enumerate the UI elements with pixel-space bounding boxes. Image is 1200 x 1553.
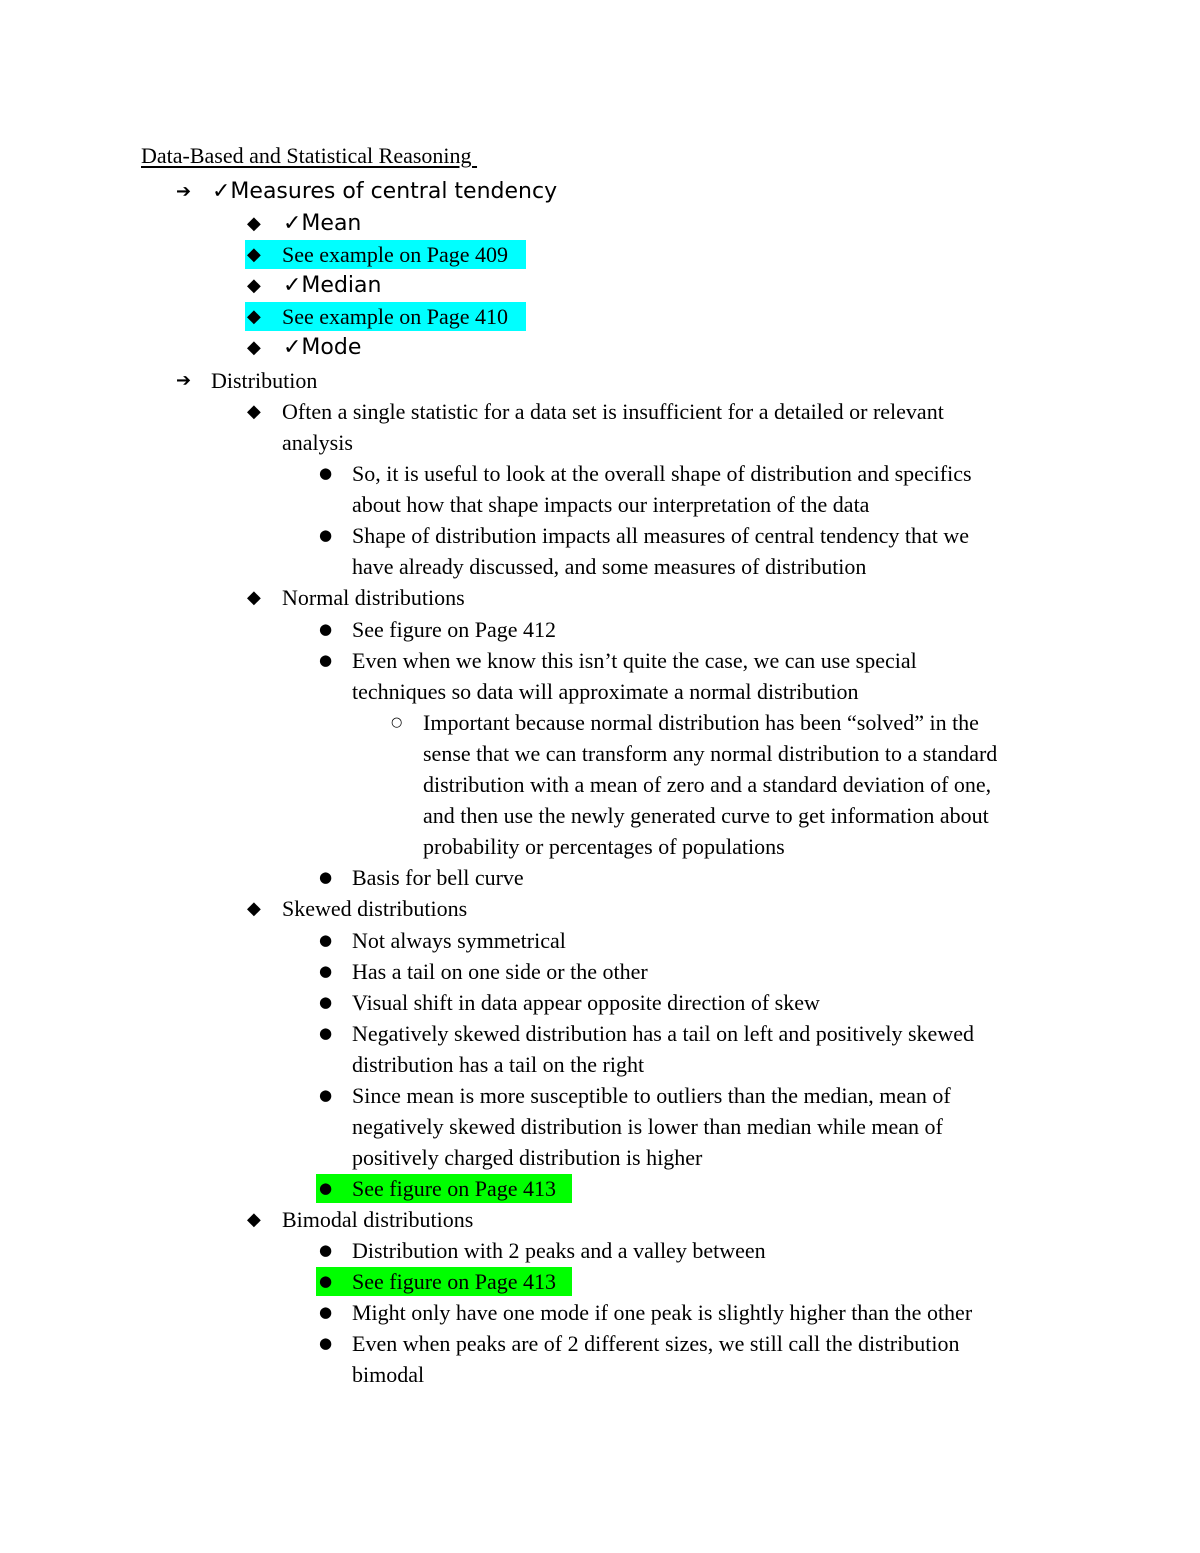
bimodal-item-3: Might only have one mode if one peak is slightly higher than the other — [352, 1300, 973, 1325]
dot-bullet-icon: ● — [319, 1024, 333, 1042]
diamond-bullet-icon: ◆ — [247, 898, 261, 919]
useful-line1: So, it is useful to look at the overall shape of distribution and specifics — [352, 461, 972, 486]
dot-bullet-icon: ● — [319, 1303, 333, 1321]
skewed-item-5-line2: negatively skewed distribution is lower than median while mean of — [352, 1114, 943, 1139]
dot-bullet-icon: ● — [319, 1334, 333, 1352]
bimodal-item-4-line1: Even when peaks are of 2 different sizes, we still call the distribution — [352, 1331, 960, 1356]
diamond-bullet-icon: ◆ — [247, 337, 261, 358]
important-line4: and then use the newly generated curve to get information about — [423, 803, 989, 828]
single-stat-line2: analysis — [282, 430, 353, 455]
skewed-item-4-line2: distribution has a tail on the right — [352, 1052, 645, 1077]
diamond-bullet-icon: ◆ — [247, 244, 261, 265]
skewed-item-2: Has a tail on one side or the other — [352, 959, 648, 984]
arrow-bullet-icon: ➔ — [176, 370, 192, 391]
important-line3: distribution with a mean of zero and a standard deviation of one, — [423, 772, 992, 797]
dot-bullet-icon: ● — [319, 993, 333, 1011]
dot-bullet-icon: ● — [319, 1179, 333, 1197]
diamond-bullet-icon: ◆ — [247, 1209, 261, 1230]
diamond-bullet-icon: ◆ — [247, 587, 261, 608]
central-tendency-heading: ✓Measures of central tendency — [212, 179, 558, 204]
median-example: See example on Page 410 — [282, 304, 509, 329]
skewed-item-5-line1: Since mean is more susceptible to outliers than the median, mean of — [352, 1083, 951, 1108]
bimodal-heading: Bimodal distributions — [282, 1207, 474, 1232]
median-item: ✓Median — [283, 273, 382, 298]
mode-item: ✓Mode — [283, 335, 362, 360]
skewed-item-4-line1: Negatively skewed distribution has a tail on left and positively skewed — [352, 1021, 974, 1046]
diamond-bullet-icon: ◆ — [247, 213, 261, 234]
bimodal-item-1: Distribution with 2 peaks and a valley between — [352, 1238, 766, 1263]
dot-bullet-icon: ● — [319, 1241, 333, 1259]
arrow-bullet-icon: ➔ — [176, 181, 192, 202]
bimodal-item-4-line2: bimodal — [352, 1362, 425, 1387]
dot-bullet-icon: ● — [319, 1272, 333, 1290]
normal-even-line2: techniques so data will approximate a normal distribution — [352, 679, 859, 704]
diamond-bullet-icon: ◆ — [247, 401, 261, 422]
mean-item: ✓Mean — [283, 211, 362, 236]
dot-bullet-icon: ● — [319, 931, 333, 949]
important-line1: Important because normal distribution has been “solved” in the — [423, 710, 979, 735]
circle-bullet-icon: ○ — [391, 715, 403, 730]
dot-bullet-icon: ● — [319, 651, 333, 669]
distribution-heading: Distribution — [211, 368, 318, 393]
normal-heading: Normal distributions — [282, 585, 465, 610]
dot-bullet-icon: ● — [319, 868, 333, 886]
important-line5: probability or percentages of populations — [423, 834, 785, 859]
dot-bullet-icon: ● — [319, 1086, 333, 1104]
dot-bullet-icon: ● — [319, 962, 333, 980]
single-stat-line1: Often a single statistic for a data set is insufficient for a detailed or relevant — [282, 399, 944, 424]
skewed-item-5-line3: positively charged distribution is higher — [352, 1145, 703, 1170]
shape-line1: Shape of distribution impacts all measures of central tendency that we — [352, 523, 970, 548]
skewed-heading: Skewed distributions — [282, 896, 468, 921]
document-title: Data-Based and Statistical Reasoning — [141, 143, 478, 168]
skewed-item-3: Visual shift in data appear opposite direction of skew — [352, 990, 820, 1015]
skewed-item-1: Not always symmetrical — [352, 928, 566, 953]
normal-basis: Basis for bell curve — [352, 865, 524, 890]
normal-figure: See figure on Page 412 — [352, 617, 557, 642]
normal-even-line1: Even when we know this isn’t quite the case, we can use special — [352, 648, 917, 673]
mean-example: See example on Page 409 — [282, 242, 509, 267]
dot-bullet-icon: ● — [319, 526, 333, 544]
dot-bullet-icon: ● — [319, 464, 333, 482]
important-line2: sense that we can transform any normal distribution to a standard — [423, 741, 998, 766]
useful-line2: about how that shape impacts our interpretation of the data — [352, 492, 870, 517]
diamond-bullet-icon: ◆ — [247, 275, 261, 296]
dot-bullet-icon: ● — [319, 620, 333, 638]
shape-line2: have already discussed, and some measures of distribution — [352, 554, 867, 579]
diamond-bullet-icon: ◆ — [247, 306, 261, 327]
bimodal-figure: See figure on Page 413 — [352, 1269, 557, 1294]
skewed-figure: See figure on Page 413 — [352, 1176, 557, 1201]
